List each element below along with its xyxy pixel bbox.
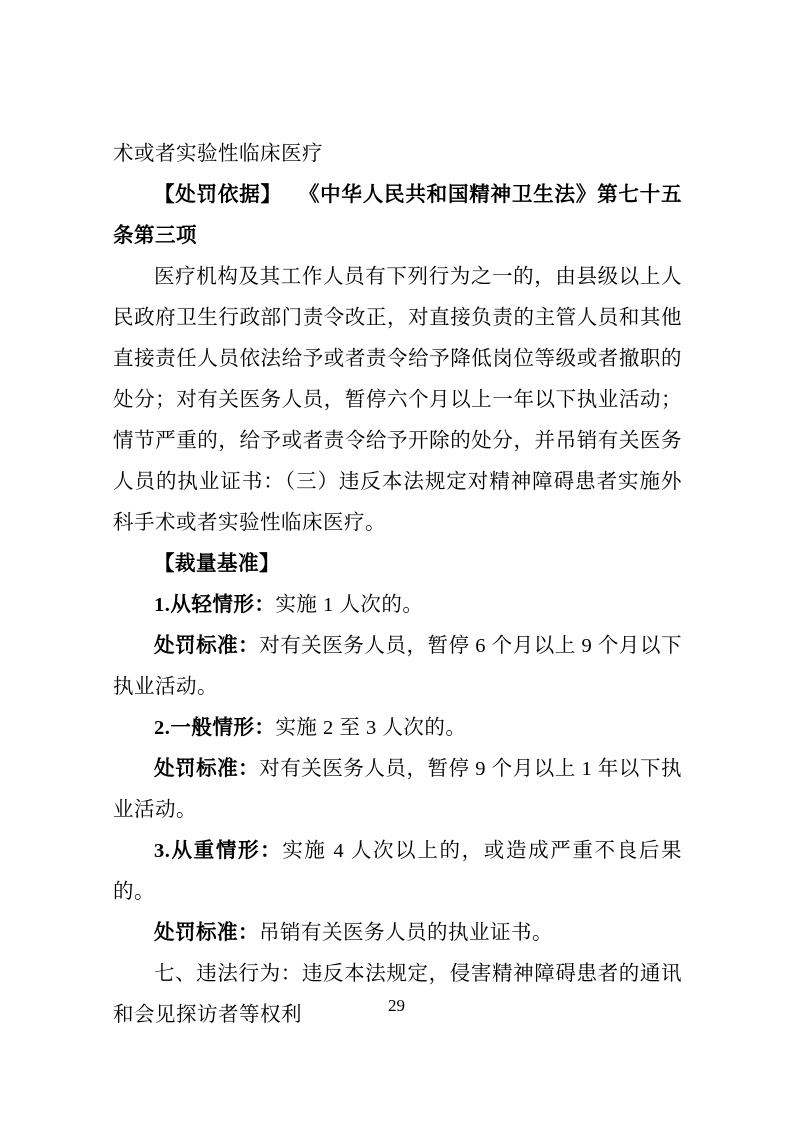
item-label: 处罚标准：: [154, 922, 259, 944]
item-aggravating-penalty-standard: [113, 913, 682, 954]
continuation-line: 术或者实验性临床医疗: [113, 143, 323, 165]
item-label: 2.一般情形：: [154, 717, 276, 739]
item-aggravating-circumstance: [113, 831, 682, 913]
discretion-heading: 【裁量基准】: [154, 553, 280, 575]
item-label: 处罚标准：: [154, 758, 260, 780]
item-mitigating-circumstance: [113, 585, 682, 626]
item-mitigating-penalty-standard: [113, 626, 682, 708]
item-text: 吊销有关医务人员的执业证书。: [259, 922, 553, 944]
item-label: 处罚标准：: [154, 635, 260, 657]
item-label: 1.从轻情形：: [154, 594, 276, 616]
item-general-circumstance: [113, 708, 682, 749]
item-label: 3.从重情形：: [154, 840, 283, 862]
item-text: 实施 1 人次的。: [275, 594, 424, 616]
page-number: 29: [388, 996, 405, 1015]
item-text: 实施 4 人次以上的，或造成严重不良后果的。: [113, 840, 682, 903]
law-excerpt-paragraph: 医疗机构及其工作人员有下列行为之一的，由县级以上人民政府卫生行政部门责令改正，对直接负责的主管人员和其他直接责任人员依法给予或者责令给予降低岗位等级或者撤职的处分；对有关医务人员，暂停六个月以上一年以下执业活动；情节严重的，给予或者责令给予开除的处分，并吊销有关医务人员的执业证书：（三）违反本法规定对精神障碍患者实施外科手术或者实验性临床医疗。: [113, 266, 682, 534]
item-text: 对有关医务人员，暂停 9 个月以上 1 年以下执业活动。: [113, 758, 683, 821]
penalty-basis-heading: 【处罚依据】 《中华人民共和国精神卫生法》第七十五条第三项: [113, 184, 682, 247]
item-text: 对有关医务人员，暂停 6 个月以上 9 个月以下执业活动。: [113, 635, 683, 698]
next-violation-paragraph: 七、违法行为：违反本法规定，侵害精神障碍患者的通讯和会见探访者等权利: [113, 963, 682, 1026]
item-general-penalty-standard: [113, 749, 682, 831]
item-text: 实施 2 至 3 人次的。: [275, 717, 467, 739]
